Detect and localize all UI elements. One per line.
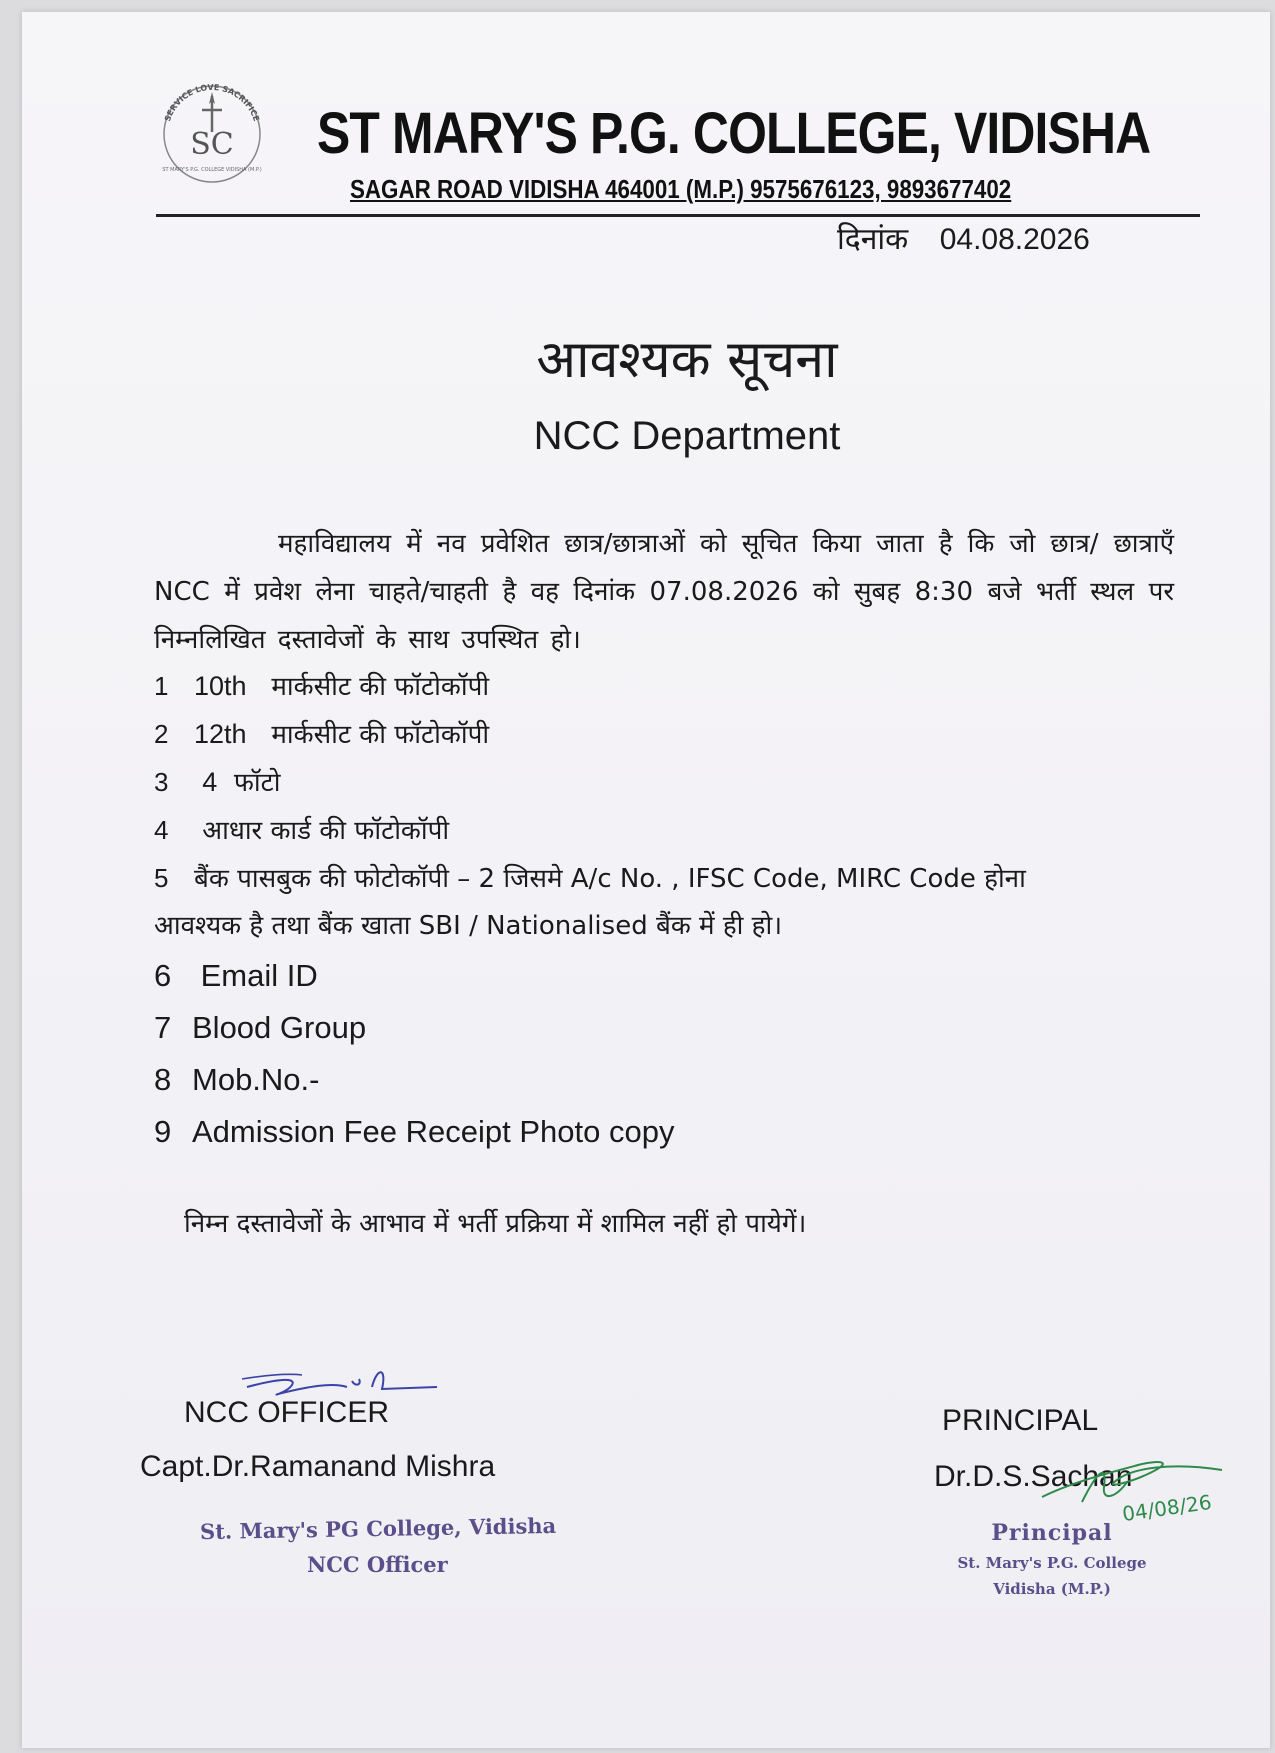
list-item: 4 आधार कार्ड की फॉटोकॉपी <box>154 815 450 846</box>
college-logo-icon <box>152 74 272 194</box>
department-name: NCC Department <box>533 414 841 458</box>
notice-title: आवश्यक सूचना <box>536 330 838 390</box>
ncc-officer-title: NCC OFFICER <box>184 1396 389 1429</box>
list-item: 9 Admission Fee Receipt Photo copy <box>154 1114 675 1149</box>
svg-text:SC: SC <box>190 127 234 162</box>
date-value: 04.08.2026 <box>939 223 1090 256</box>
principal-stamp-line2: St. Mary's P.G. College <box>957 1554 1147 1572</box>
list-item: 7 Blood Group <box>154 1010 367 1045</box>
list-item: 2 12th मार्कसीट की फॉटोकॉपी <box>154 719 490 750</box>
list-item: 5 बैंक पासबुक की फोटोकॉपी – 2 जिसमे A/c No. , IFSC Code, MIRC Code होना <box>154 863 1026 894</box>
closing-note: निम्न दस्तावेजों के आभाव में भर्ती प्रक्रिया में शामिल नहीं हो पायेगें। <box>184 1209 807 1239</box>
college-name: ST MARY'S P.G. COLLEGE, VIDISHA <box>317 101 1151 166</box>
list-item: 1 10th मार्कसीट की फॉटोकॉपी <box>154 671 490 702</box>
notice-body: महाविद्यालय में नव प्रवेशित छात्र/छात्राओं को सूचित किया जाता है कि जो छात्र/ छात्राएँ NCC में प्रवेश लेना चाहते/चाहती है वह दिनांक 07.08.2026 को सुबह 8:30 बजे भर्ती स्थल पर निम्नलिखित दस्तावेजों के साथ उपस्थित हो। <box>154 529 1174 655</box>
list-item: 6 Email ID <box>154 958 318 993</box>
list-item: 8 Mob.No.- <box>154 1062 320 1097</box>
principal-stamp-line1: Principal <box>991 1520 1113 1546</box>
principal-name: Dr.D.S.Sachan <box>934 1460 1133 1493</box>
notice-date <box>837 217 1090 258</box>
principal-stamp-line3: Vidisha (M.P.) <box>993 1580 1111 1598</box>
ncc-officer-stamp-line2: NCC Officer <box>307 1552 448 1577</box>
svg-text:SERVICE LOVE SACRIFICE: SERVICE LOVE SACRIFICE <box>163 82 261 123</box>
principal-handwritten-date: 04/08/26 <box>1120 1489 1214 1527</box>
principal-title: PRINCIPAL <box>942 1404 1099 1437</box>
list-item: 3 4 फॉटो <box>154 767 281 798</box>
college-address: SAGAR ROAD VIDISHA 464001 (M.P.) 9575676123, 9893677402 <box>350 174 1012 204</box>
list-item-continuation: आवश्यक है तथा बैंक खाता SBI / Nationalised बैंक में ही हो। <box>154 911 783 941</box>
documents-list <box>154 662 1204 1158</box>
ncc-officer-stamp-line1: St. Mary's PG College, Vidisha <box>199 1512 557 1545</box>
ncc-officer-name: Capt.Dr.Ramanand Mishra <box>140 1450 496 1483</box>
date-label: दिनांक <box>837 222 909 257</box>
notice-page <box>22 12 1270 1748</box>
svg-text:ST MARY'S P.G. COLLEGE VIDISHA: ST MARY'S P.G. COLLEGE VIDISHA (M.P.) <box>162 167 262 173</box>
